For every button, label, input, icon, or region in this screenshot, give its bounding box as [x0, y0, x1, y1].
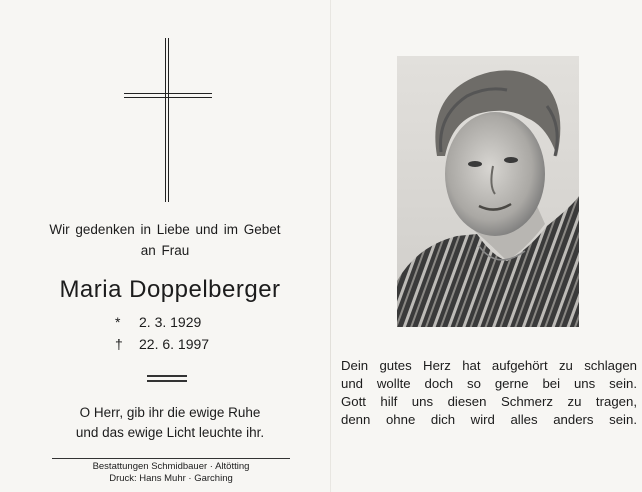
printer: Druck: Hans Muhr · Garching	[109, 473, 233, 484]
deceased-name: Maria Doppelberger	[59, 276, 281, 303]
death-symbol: †	[115, 336, 123, 352]
memorial-poem	[341, 357, 637, 429]
divider-line-bottom	[147, 380, 187, 382]
cross-icon	[124, 38, 214, 202]
life-dates	[115, 314, 209, 358]
portrait-photo	[397, 56, 579, 327]
birth-symbol: *	[115, 314, 121, 330]
intro-text	[20, 219, 310, 261]
divider-line-top	[147, 375, 187, 377]
death-date-row	[115, 336, 209, 358]
intro-line-2: an Frau	[140, 243, 190, 258]
prayer-line-1: O Herr, gib ihr die ewige Ruhe	[79, 405, 261, 420]
poem-line-4: denn ohne dich wird alles anders sein.	[341, 412, 637, 427]
prayer-text	[20, 403, 320, 443]
poem-line-3: Gott hilf uns diesen Schmerz zu tragen,	[341, 394, 637, 409]
footer-rule	[52, 458, 290, 459]
death-date: 22. 6. 1997	[139, 336, 210, 352]
funeral-home: Bestattungen Schmidbauer · Altötting	[92, 461, 250, 472]
birth-date-row	[115, 314, 209, 336]
poem-line-2: und wollte doch so gerne bei uns sein.	[341, 376, 637, 391]
birth-date: 2. 3. 1929	[139, 314, 202, 330]
poem-line-1: Dein gutes Herz hat aufgehört zu schlagen	[341, 358, 637, 373]
prayer-line-2: und das ewige Licht leuchte ihr.	[75, 425, 265, 440]
printer-credits	[40, 461, 302, 485]
portrait-image	[397, 56, 579, 327]
intro-line-1: Wir gedenken in Liebe und im Gebet	[49, 222, 281, 237]
right-panel	[331, 0, 642, 492]
